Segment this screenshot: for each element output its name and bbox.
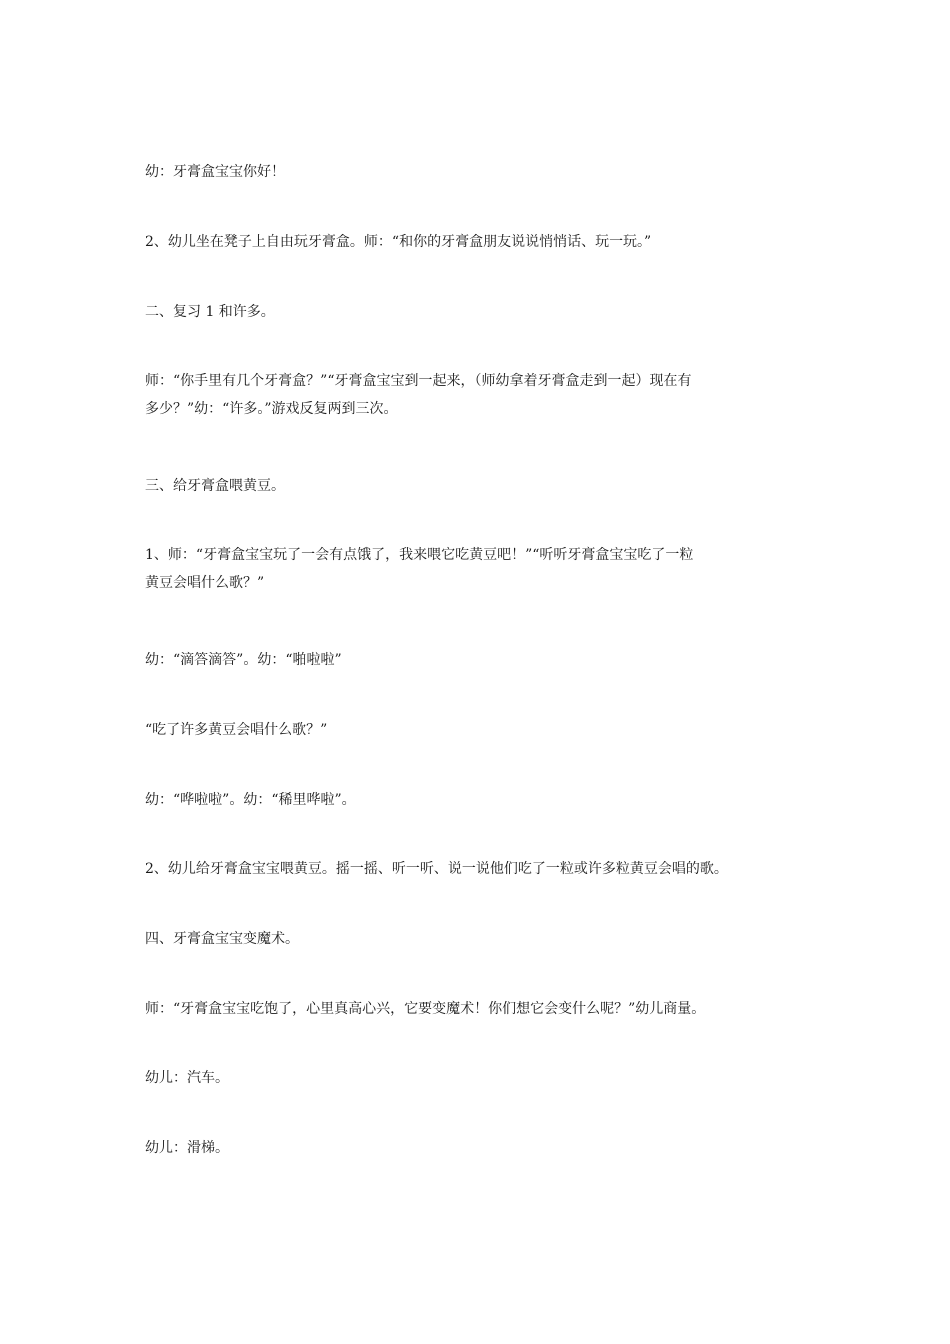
text-line: 幼儿：汽车。 [145, 1070, 229, 1086]
text-line: 师：“你手里有几个牙膏盒？”“牙膏盒宝宝到一起来，（师幼拿着牙膏盒走到一起）现在有 [145, 373, 692, 389]
paragraph-step-2-feed [145, 855, 810, 883]
paragraph-child-reply-1 [145, 646, 810, 674]
paragraph-greeting [145, 158, 810, 186]
text-line: 多少？”幼：“许多。”游戏反复两到三次。 [145, 401, 398, 417]
text-line: 幼：牙膏盒宝宝你好！ [145, 164, 285, 180]
text-line: 黄豆会唱什么歌？” [145, 575, 265, 591]
text-line: 三、给牙膏盒喂黄豆。 [145, 478, 285, 494]
text-line: 2、幼儿坐在凳子上自由玩牙膏盒。师：“和你的牙膏盒朋友说说悄悄话、玩一玩。” [145, 234, 652, 250]
paragraph-review-dialogue [145, 367, 810, 423]
section-heading-magic [145, 925, 810, 953]
text-line: 四、牙膏盒宝宝变魔术。 [145, 931, 299, 947]
text-line: 幼：“滴答滴答”。幼：“啪啦啦” [145, 652, 342, 668]
section-heading-feed-beans [145, 472, 810, 500]
section-heading-review [145, 298, 810, 326]
text-line: 2、幼儿给牙膏盒宝宝喂黄豆。摇一摇、听一听、说一说他们吃了一粒或许多粒黄豆会唱的歌。 [145, 861, 728, 877]
paragraph-child-reply-2 [145, 786, 810, 814]
text-line: 二、复习 1 和许多。 [145, 304, 275, 320]
paragraph-step-1-feed [145, 541, 810, 597]
text-line: “吃了许多黄豆会唱什么歌？” [145, 722, 328, 738]
paragraph-step-2-free-play [145, 228, 810, 256]
text-line: 幼儿：滑梯。 [145, 1140, 229, 1156]
text-line: 师：“牙膏盒宝宝吃饱了，心里真高心兴，它要变魔术！你们想它会变什么呢？”幼儿商量。 [145, 1001, 706, 1017]
paragraph-child-answer-car [145, 1064, 810, 1092]
text-line: 1、师：“牙膏盒宝宝玩了一会有点饿了，我来喂它吃黄豆吧！”“听听牙膏盒宝宝吃了一粒 [145, 547, 694, 563]
paragraph-magic-dialogue [145, 995, 810, 1023]
text-line: 幼：“哗啦啦”。幼：“稀里哗啦”。 [145, 792, 356, 808]
paragraph-child-answer-slide [145, 1134, 810, 1162]
paragraph-teacher-question [145, 716, 810, 744]
